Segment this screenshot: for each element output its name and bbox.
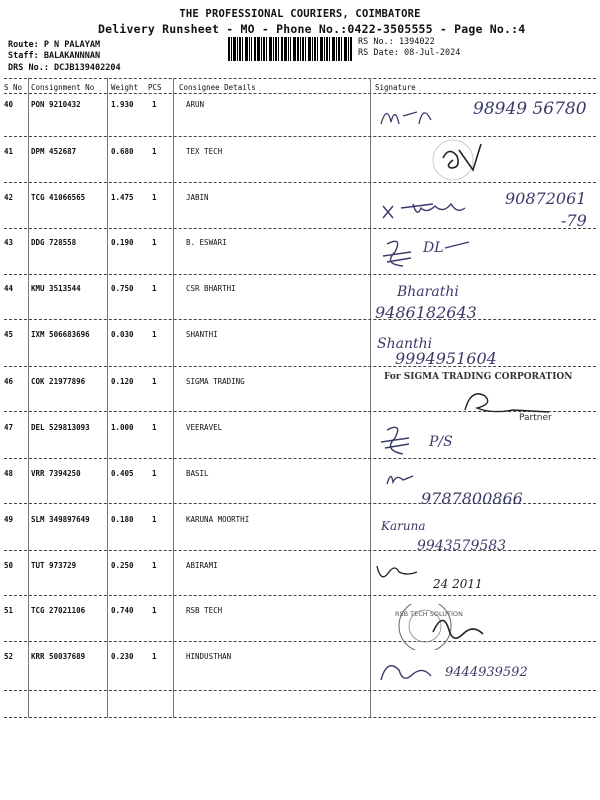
signature-scribble — [373, 558, 595, 602]
signature-row-46 — [373, 384, 595, 420]
row-sno: 44 — [4, 284, 14, 293]
signature-scribble — [373, 604, 595, 650]
rsb-stamp-text: RSB TECH SOLUTION — [395, 610, 463, 618]
col-divider — [28, 78, 29, 718]
col-divider — [107, 78, 108, 718]
signature-row-45 — [373, 326, 595, 372]
signature-row-43 — [373, 234, 595, 274]
row-weight: 0.250 — [111, 561, 134, 570]
signature-scribble — [373, 278, 595, 322]
signature-scribble — [373, 326, 595, 372]
row-sno: 45 — [4, 330, 14, 339]
row-pcs: 1 — [152, 469, 157, 478]
row-consignment-no: DPM 452687 — [31, 147, 77, 156]
row-weight: 0.030 — [111, 330, 134, 339]
drs-number: DRS No.: DCJB139402204 — [8, 63, 121, 73]
col-divider — [173, 78, 174, 718]
row-divider — [4, 182, 596, 183]
company-title: THE PROFESSIONAL COURIERS, COIMBATORE — [179, 8, 421, 20]
row-consignment-no: SLM 349897649 — [31, 515, 90, 524]
signature-row-44 — [373, 278, 595, 322]
route-label: Route: P N PALAYAM — [8, 40, 101, 50]
signature-row-48 — [373, 464, 595, 508]
col-header-consignee: Consignee Details — [179, 83, 256, 92]
row-pcs: 1 — [152, 515, 157, 524]
signature-scribble — [373, 464, 595, 508]
row-pcs: 1 — [152, 147, 157, 156]
row-sno: 52 — [4, 652, 14, 661]
row-pcs: 1 — [152, 284, 157, 293]
row-weight: 0.750 — [111, 284, 134, 293]
row-consignee: B. ESWARI — [186, 238, 227, 247]
col-header-signature: Signature — [375, 83, 416, 92]
row-pcs: 1 — [152, 652, 157, 661]
signature-scribble — [373, 184, 595, 232]
staff-label: Staff: BALAKANNNAN — [8, 51, 101, 61]
row-weight: 0.740 — [111, 606, 134, 615]
signature-row-51 — [373, 604, 595, 650]
row-weight: 0.230 — [111, 652, 134, 661]
col-header-consignment: Consignment No — [31, 83, 95, 92]
row-consignment-no: TUT 973729 — [31, 561, 77, 570]
sig-phone-44: 9486182643 — [375, 303, 477, 322]
sig-note-43: DL — [423, 240, 444, 256]
row-pcs: 1 — [152, 238, 157, 247]
signature-row-52 — [373, 650, 595, 696]
header-top-rule — [4, 78, 596, 79]
row-weight: 0.680 — [111, 147, 134, 156]
row-consignment-no: IXM 506683696 — [31, 330, 90, 339]
barcode-icon — [228, 37, 352, 61]
row-pcs: 1 — [152, 377, 157, 386]
sig-phone-49: 9943579583 — [417, 538, 507, 554]
sig-phone-52: 9444939592 — [445, 665, 528, 680]
signature-scribble — [373, 420, 595, 462]
signature-row-50 — [373, 558, 595, 602]
row-sno: 48 — [4, 469, 14, 478]
rs-date: RS Date: 08-Jul-2024 — [358, 48, 461, 58]
runsheet-title: Delivery Runsheet - MO - Phone No.:0422-3505555 - Page No.:4 — [98, 22, 526, 36]
signature-row-49 — [373, 512, 595, 556]
row-consignee: KARUNA MOORTHI — [186, 515, 250, 524]
table-bottom-rule — [4, 717, 596, 718]
row-sno: 42 — [4, 193, 14, 202]
row-sno: 40 — [4, 100, 14, 109]
row-consignee: VEERAVEL — [186, 423, 223, 432]
row-consignee: CSR BHARTHI — [186, 284, 236, 293]
rs-number: RS No.: 1394022 — [358, 37, 435, 47]
row-weight: 0.180 — [111, 515, 134, 524]
row-consignee: RSB TECH — [186, 606, 223, 615]
signature-scribble — [373, 138, 595, 182]
sig-name-44: Bharathi — [397, 284, 459, 300]
row-weight: 1.000 — [111, 423, 134, 432]
row-weight: 0.190 — [111, 238, 134, 247]
signature-scribble — [373, 384, 595, 420]
signature-scribble — [373, 234, 595, 274]
row-sno: 41 — [4, 147, 14, 156]
sig-note-50: 24 2011 — [433, 577, 483, 591]
signature-row-41 — [373, 138, 595, 182]
row-consignee: SHANTHI — [186, 330, 218, 339]
row-consignment-no: DDG 728558 — [31, 238, 77, 247]
signature-scribble — [373, 94, 595, 136]
row-pcs: 1 — [152, 100, 157, 109]
row-consignee: SIGMA TRADING — [186, 377, 245, 386]
row-consignment-no: TCG 41066565 — [31, 193, 86, 202]
row-sno: 47 — [4, 423, 14, 432]
row-divider — [4, 136, 596, 137]
sig-partner-46: Partner — [519, 413, 552, 420]
row-weight: 0.120 — [111, 377, 134, 386]
row-consignment-no: KMU 3513544 — [31, 284, 81, 293]
row-consignment-no: KRR 50037689 — [31, 652, 86, 661]
row-consignment-no: COK 21977896 — [31, 377, 86, 386]
row-consignee: HINDUSTHAN — [186, 652, 232, 661]
row-consignment-no: PON 9210432 — [31, 100, 81, 109]
sig-name-49: Karuna — [381, 519, 426, 533]
row-consignee: JABIN — [186, 193, 209, 202]
row-pcs: 1 — [152, 193, 157, 202]
col-header-pcs: PCS — [148, 83, 162, 92]
row-weight: 1.475 — [111, 193, 134, 202]
col-header-weight: Weight — [111, 83, 139, 92]
sig-name-45: Shanthi — [377, 336, 433, 352]
sig-phone-48: 9787800866 — [421, 489, 523, 508]
sig-phone-42b: -79 — [561, 211, 587, 230]
col-header-sno: S No — [4, 83, 23, 92]
row-consignment-no: TCG 27021106 — [31, 606, 86, 615]
row-consignee: ABIRAMI — [186, 561, 218, 570]
row-consignment-no: VRR 7394250 — [31, 469, 81, 478]
signature-scribble — [373, 512, 595, 556]
signature-row-42 — [373, 184, 595, 232]
col-divider — [370, 78, 371, 718]
row-sno: 50 — [4, 561, 14, 570]
row-consignee: BASIL — [186, 469, 209, 478]
sigma-trading-stamp: For SIGMA TRADING CORPORATION — [384, 372, 573, 382]
signature-scribble — [373, 650, 595, 696]
row-sno: 46 — [4, 377, 14, 386]
row-pcs: 1 — [152, 561, 157, 570]
signature-row-40 — [373, 94, 595, 136]
sig-phone-45: 9994951604 — [395, 349, 497, 368]
row-sno: 49 — [4, 515, 14, 524]
signature-row-47 — [373, 420, 595, 462]
row-consignee: TEX TECH — [186, 147, 223, 156]
row-consignment-no: DEL 529813093 — [31, 423, 90, 432]
row-consignee: ARUN — [186, 100, 205, 109]
row-weight: 0.405 — [111, 469, 134, 478]
row-weight: 1.930 — [111, 100, 134, 109]
row-sno: 51 — [4, 606, 14, 615]
sig-phone-42: 90872061 — [505, 189, 587, 208]
row-pcs: 1 — [152, 423, 157, 432]
row-sno: 43 — [4, 238, 14, 247]
row-pcs: 1 — [152, 330, 157, 339]
row-pcs: 1 — [152, 606, 157, 615]
sig-phone-40: 98949 56780 — [473, 99, 587, 119]
row-divider — [4, 274, 596, 275]
sig-note-47: P/S — [429, 434, 453, 450]
